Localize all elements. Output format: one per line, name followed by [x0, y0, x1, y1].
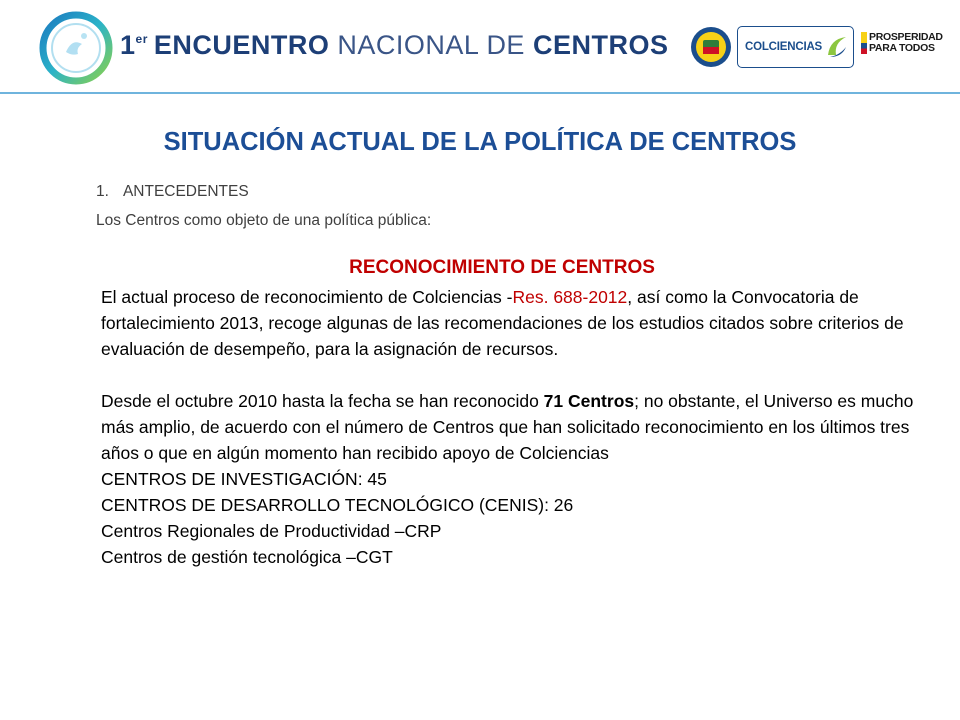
paragraph-1: El actual proceso de reconocimiento de Colciencias -Res. 688-2012, así como la Convocatoria de fortalecimiento 2013, recoge algunas de las recomendaciones de los estudios citados sobre criterios de evaluación de desempeño, para la asignación de recursos.	[101, 287, 904, 359]
section-title: RECONOCIMIENTO DE CENTROS	[349, 257, 655, 278]
event-title: 1er ENCUENTRO NACIONAL DE CENTROS	[120, 30, 669, 60]
list-item: CENTROS DE DESARROLLO TECNOLÓGICO (CENIS): 26	[101, 495, 574, 515]
body-text	[101, 284, 921, 570]
colombia-seal-icon	[690, 26, 732, 68]
header-banner	[0, 0, 960, 92]
prosperidad-logo: PROSPERIDAD PARA TODOS	[861, 32, 943, 54]
paragraph-2: Desde el octubre 2010 hasta la fecha se han reconocido 71 Centros; no obstante, el Universo es mucho más amplio, de acuerdo con el número de Centros que han solicitado reconocimiento en los últimos tres años o que en algún momento han recibido apoyo de Colciencias	[101, 391, 914, 463]
flag-icon	[861, 32, 867, 54]
colciencias-swoosh-icon	[824, 33, 848, 61]
page-title: SITUACIÓN ACTUAL DE LA POLÍTICA DE CENTROS	[163, 128, 797, 156]
list-item: Centros Regionales de Productividad –CRP	[101, 521, 442, 541]
encuentro-logo-icon	[36, 6, 116, 88]
header-divider	[0, 92, 960, 94]
list-item: Centros de gestión tecnológica –CGT	[101, 547, 393, 567]
list-item: CENTROS DE INVESTIGACIÓN: 45	[101, 469, 387, 489]
colciencias-logo	[737, 26, 854, 68]
colciencias-logo-text: COLCIENCIAS	[745, 41, 823, 53]
subtitle: Los Centros como objeto de una política pública:	[96, 212, 432, 229]
section-antecedentes: 1. ANTECEDENTES	[96, 183, 249, 200]
